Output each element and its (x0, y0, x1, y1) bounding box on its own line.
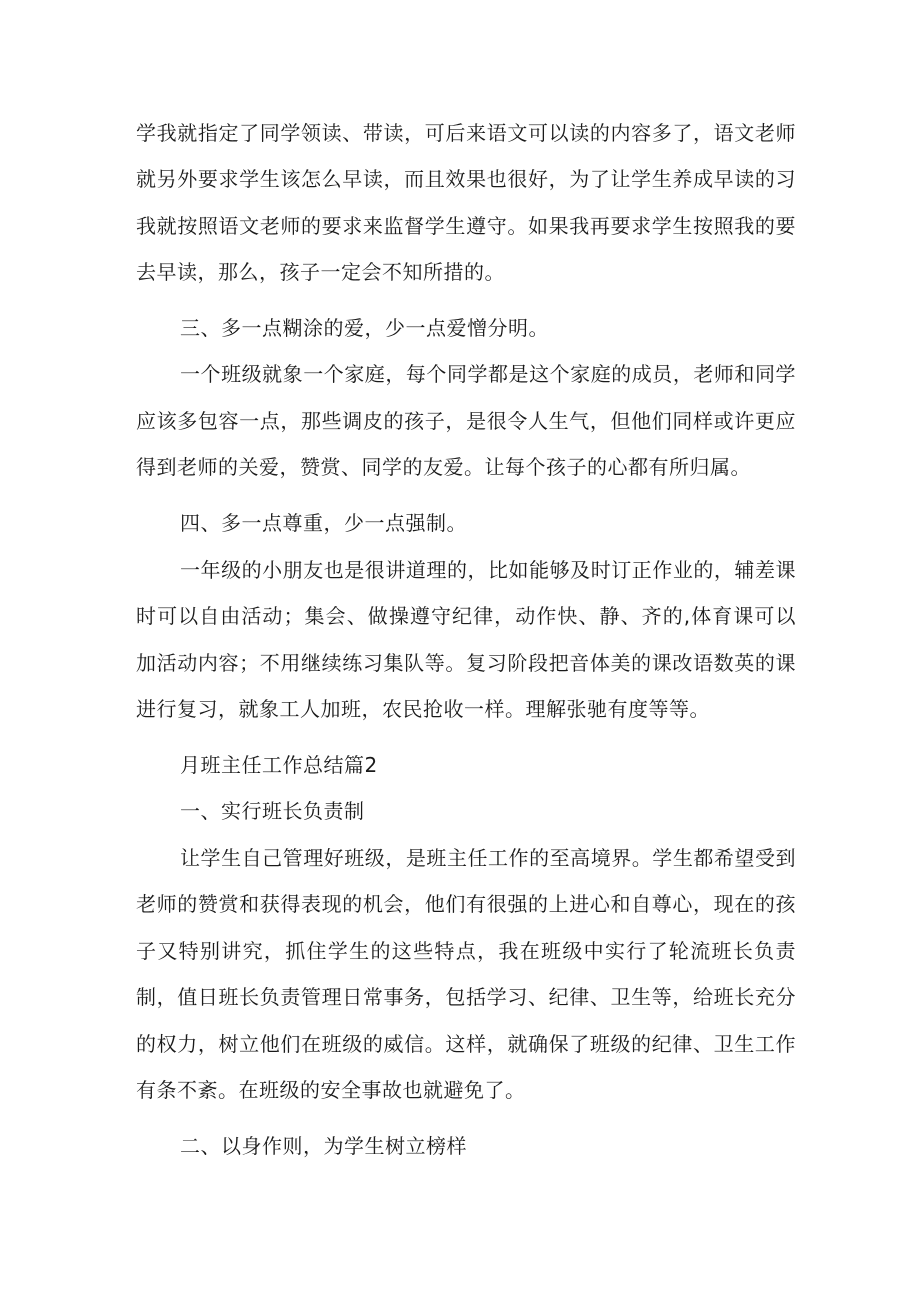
paragraph-line: 有条不紊。在班级的安全事故也就避免了。 (136, 1078, 526, 1102)
paragraph-line: 去早读，那么，孩子一定会不知所措的。 (136, 260, 505, 284)
section-heading: 二、以身作则，为学生树立榜样 (180, 1134, 467, 1158)
paragraph-line: 时可以自由活动；集会、做操遵守纪律，动作快、静、齐的,体育课可以 (136, 604, 796, 628)
paragraph-line: 子又特别讲究，抓住学生的这些特点，我在班级中实行了轮流班长负责 (136, 939, 796, 963)
section-heading: 四、多一点尊重，少一点强制。 (180, 511, 467, 535)
paragraph-line: 加活动内容；不用继续练习集队等。复习阶段把音体美的课改语数英的课 (136, 651, 796, 675)
paragraph-line: 学我就指定了同学领读、带读，可后来语文可以读的内容多了，语文老师 (136, 121, 796, 145)
section-heading: 一、实行班长负责制 (180, 799, 365, 823)
paragraph-line: 我就按照语文老师的要求来监督学生遵守。如果我再要求学生按照我的要 (136, 214, 796, 238)
paragraph-line: 就另外要求学生该怎么早读，而且效果也很好，为了让学生养成早读的习 (136, 167, 796, 191)
document-subtitle: 月班主任工作总结篇2 (180, 753, 378, 777)
paragraph-line: 一年级的小朋友也是很讲道理的，比如能够及时订正作业的，辅差课 (180, 558, 796, 582)
paragraph-line: 得到老师的关爱，赞赏、同学的友爱。让每个孩子的心都有所归属。 (136, 455, 751, 479)
paragraph-line: 应该多包容一点，那些调皮的孩子，是很令人生气，但他们同样或许更应 (136, 409, 796, 433)
paragraph-line: 制，值日班长负责管理日常事务，包括学习、纪律、卫生等，给班长充分 (136, 985, 796, 1009)
paragraph-line: 让学生自己管理好班级，是班主任工作的至高境界。学生都希望受到 (180, 846, 796, 870)
paragraph-line: 一个班级就象一个家庭，每个同学都是这个家庭的成员，老师和同学 (180, 362, 796, 386)
paragraph-line: 的权力，树立他们在班级的威信。这样，就确保了班级的纪律、卫生工作 (136, 1032, 796, 1056)
section-heading: 三、多一点糊涂的爱，少一点爱憎分明。 (180, 316, 549, 340)
paragraph-line: 进行复习，就象工人加班，农民抢收一样。理解张驰有度等等。 (136, 697, 710, 721)
paragraph-line: 老师的赞赏和获得表现的机会，他们有很强的上进心和自尊心，现在的孩 (136, 892, 796, 916)
